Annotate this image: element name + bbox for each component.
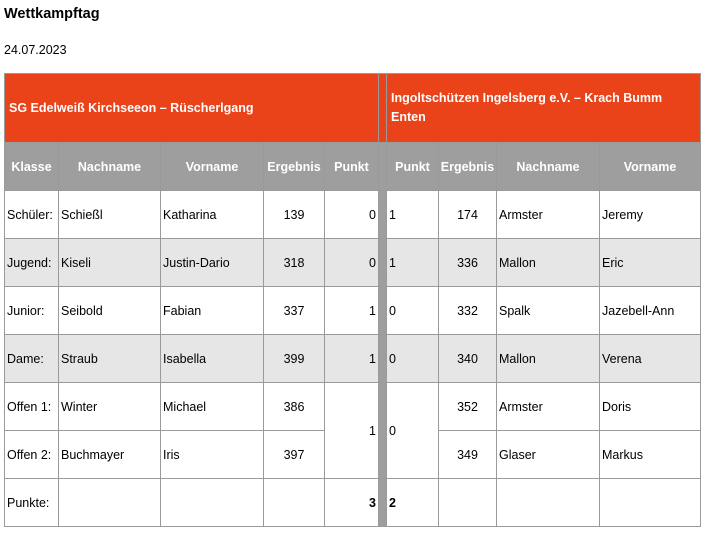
team-left-name: SG Edelweiß Kirchseeon – Rüscherlgang [5, 74, 379, 143]
cell-right-vorname: Jazebell-Ann [600, 287, 701, 335]
cell-right-nachname: Armster [497, 383, 600, 431]
column-separator [379, 191, 387, 239]
table-row [5, 335, 701, 383]
cell-left-ergebnis: 399 [264, 335, 325, 383]
cell-right-vorname: Markus [600, 431, 701, 479]
cell-klasse: Offen 2: [5, 431, 59, 479]
cell-right-ergebnis: 352 [439, 383, 497, 431]
column-separator [379, 143, 387, 191]
header-left-nachname: Nachname [59, 143, 161, 191]
header-right-vorname: Vorname [600, 143, 701, 191]
cell-right-punkt-merged: 0 [387, 383, 439, 479]
table-row [5, 287, 701, 335]
cell-left-ergebnis: 318 [264, 239, 325, 287]
cell-left-nachname: Kiseli [59, 239, 161, 287]
cell-right-ergebnis: 174 [439, 191, 497, 239]
cell-left-vorname: Katharina [161, 191, 264, 239]
cell-right-punkt: 0 [387, 287, 439, 335]
cell-klasse: Jugend: [5, 239, 59, 287]
header-klasse: Klasse [5, 143, 59, 191]
cell-left-vorname: Fabian [161, 287, 264, 335]
cell-left-punkt: 1 [325, 287, 379, 335]
column-separator [379, 479, 387, 527]
cell-left-vorname: Justin-Dario [161, 239, 264, 287]
empty-cell [264, 479, 325, 527]
cell-left-vorname: Michael [161, 383, 264, 431]
cell-right-nachname: Glaser [497, 431, 600, 479]
cell-left-nachname: Winter [59, 383, 161, 431]
team-header-row [5, 74, 701, 143]
cell-right-vorname: Eric [600, 239, 701, 287]
cell-klasse: Dame: [5, 335, 59, 383]
total-right-points: 2 [387, 479, 439, 527]
cell-left-ergebnis: 397 [264, 431, 325, 479]
column-separator [379, 287, 387, 335]
header-right-ergebnis: Ergebnis [439, 143, 497, 191]
header-right-nachname: Nachname [497, 143, 600, 191]
table-row [5, 191, 701, 239]
cell-klasse: Junior: [5, 287, 59, 335]
cell-right-nachname: Armster [497, 191, 600, 239]
totals-label: Punkte: [5, 479, 59, 527]
cell-left-ergebnis: 139 [264, 191, 325, 239]
cell-left-punkt: 0 [325, 191, 379, 239]
cell-klasse: Offen 1: [5, 383, 59, 431]
cell-right-punkt: 1 [387, 239, 439, 287]
cell-left-nachname: Seibold [59, 287, 161, 335]
header-right-punkt: Punkt [387, 143, 439, 191]
cell-left-nachname: Buchmayer [59, 431, 161, 479]
header-left-ergebnis: Ergebnis [264, 143, 325, 191]
cell-right-nachname: Mallon [497, 335, 600, 383]
cell-klasse: Schüler: [5, 191, 59, 239]
column-separator [379, 383, 387, 479]
cell-right-nachname: Spalk [497, 287, 600, 335]
cell-right-ergebnis: 340 [439, 335, 497, 383]
empty-cell [59, 479, 161, 527]
match-date: 24.07.2023 [4, 43, 67, 57]
column-separator [379, 335, 387, 383]
cell-left-punkt: 1 [325, 335, 379, 383]
cell-right-ergebnis: 349 [439, 431, 497, 479]
column-separator [379, 74, 387, 143]
total-left-points: 3 [325, 479, 379, 527]
team-right-name: Ingoltschützen Ingelsberg e.V. – Krach Bumm Enten [387, 74, 701, 143]
empty-cell [161, 479, 264, 527]
column-header-row [5, 143, 701, 191]
header-left-punkt: Punkt [325, 143, 379, 191]
match-result-table [4, 73, 701, 527]
cell-left-ergebnis: 386 [264, 383, 325, 431]
empty-cell [600, 479, 701, 527]
cell-right-vorname: Doris [600, 383, 701, 431]
cell-left-vorname: Isabella [161, 335, 264, 383]
table-row [5, 383, 701, 431]
column-separator [379, 239, 387, 287]
empty-cell [497, 479, 600, 527]
cell-right-punkt: 1 [387, 191, 439, 239]
cell-left-punkt: 0 [325, 239, 379, 287]
cell-right-punkt: 0 [387, 335, 439, 383]
cell-left-ergebnis: 337 [264, 287, 325, 335]
cell-right-ergebnis: 332 [439, 287, 497, 335]
cell-right-nachname: Mallon [497, 239, 600, 287]
page-title: Wettkampftag [4, 6, 100, 22]
header-left-vorname: Vorname [161, 143, 264, 191]
totals-row [5, 479, 701, 527]
table-row [5, 239, 701, 287]
cell-right-ergebnis: 336 [439, 239, 497, 287]
cell-left-punkt-merged: 1 [325, 383, 379, 479]
cell-right-vorname: Jeremy [600, 191, 701, 239]
cell-right-vorname: Verena [600, 335, 701, 383]
cell-left-vorname: Iris [161, 431, 264, 479]
cell-left-nachname: Schießl [59, 191, 161, 239]
cell-left-nachname: Straub [59, 335, 161, 383]
empty-cell [439, 479, 497, 527]
